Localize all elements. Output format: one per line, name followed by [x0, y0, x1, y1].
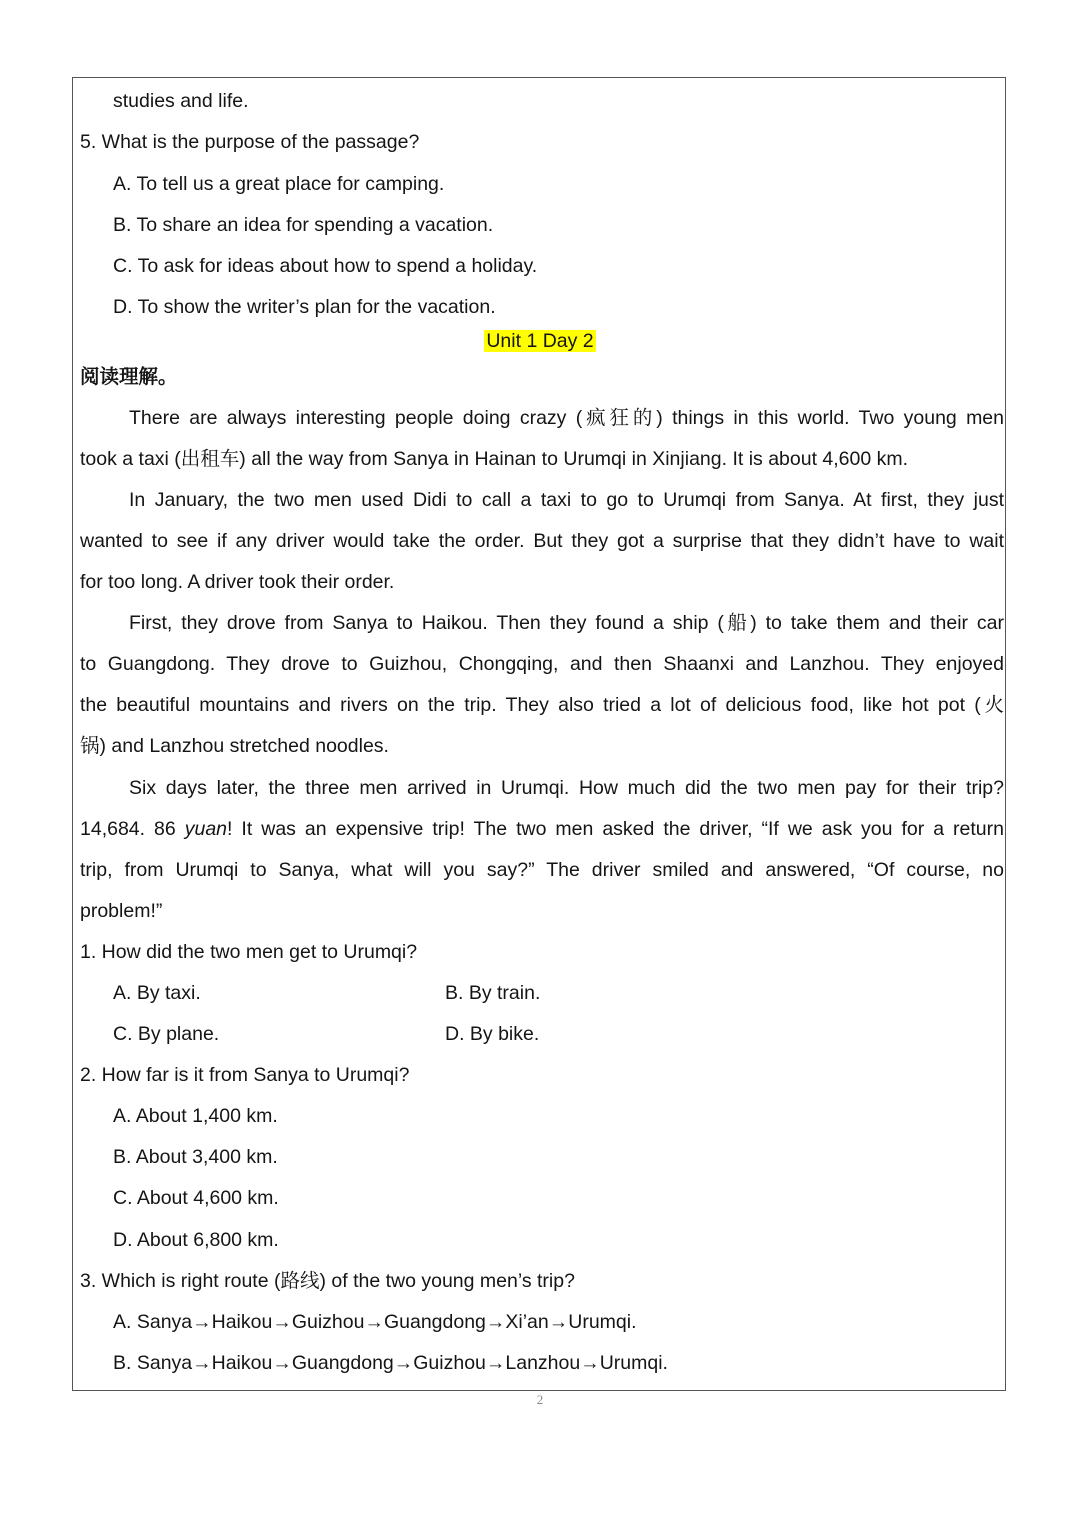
passage-p3-line1: First, they drove from Sanya to Haikou. Then they found a ship (船) to take them and their car [129, 612, 1004, 634]
q2-option-a: A. About 1,400 km. [113, 1105, 278, 1127]
passage-p3-line3: the beautiful mountains and rivers on the trip. They also tried a lot of delicious food, like hot pot (火 [80, 694, 1004, 716]
unit-title [0, 328, 1080, 354]
q1-option-d: D. By bike. [445, 1023, 540, 1045]
continued-text: studies and life. [113, 90, 249, 112]
passage-p4-line2 [80, 816, 1004, 842]
q2-option-d: D. About 6,800 km. [113, 1229, 279, 1251]
page-number: 2 [536, 1392, 544, 1407]
q2-option-c: C. About 4,600 km. [113, 1187, 279, 1209]
q1-option-c: C. By plane. [113, 1023, 220, 1045]
unit-title-highlight: Unit 1 Day 2 [486, 330, 594, 352]
passage-p2-line1: In January, the two men used Didi to call a taxi to go to Urumqi from Sanya. At first, they just [129, 489, 1004, 511]
passage-p4-line2-rest: ! It was an expensive trip! The two men asked the driver, “If we ask you for a return [227, 818, 1004, 840]
section-heading: 阅读理解。 [80, 366, 178, 388]
price-amount: 14,684. 86 [80, 818, 185, 840]
passage-p2-line3: for too long. A driver took their order. [80, 571, 395, 593]
passage-p1-line1: There are always interesting people doing crazy (疯狂的) things in this world. Two young men [129, 407, 1004, 429]
q1-option-a: A. By taxi. [113, 982, 201, 1004]
passage-p3-line4: 锅) and Lanzhou stretched noodles. [80, 735, 389, 757]
q2-option-b: B. About 3,400 km. [113, 1146, 278, 1168]
q5-option-b: B. To share an idea for spending a vacation. [113, 214, 494, 236]
q5-option-d: D. To show the writer’s plan for the vacation. [113, 296, 496, 318]
question-1: 1. How did the two men get to Urumqi? [80, 941, 418, 963]
passage-p1-line2: took a taxi (出租车) all the way from Sanya in Hainan to Urumqi in Xinjiang. It is about 4,600 km. [80, 448, 909, 470]
passage-p4-line1: Six days later, the three men arrived in Urumqi. How much did the two men pay for their trip? [129, 777, 1004, 799]
question-3: 3. Which is right route (路线) of the two young men’s trip? [80, 1270, 575, 1292]
passage-p4-line3: trip, from Urumqi to Sanya, what will you say?” The driver smiled and answered, “Of course, no [80, 859, 1004, 881]
q3-option-b: B. Sanya→Haikou→Guangdong→Guizhou→Lanzhou→Urumqi. [113, 1352, 668, 1374]
question-2: 2. How far is it from Sanya to Urumqi? [80, 1064, 410, 1086]
q3-option-a: A. Sanya→Haikou→Guizhou→Guangdong→Xi’an→Urumqi. [113, 1311, 637, 1333]
passage-p3-line2: to Guangdong. They drove to Guizhou, Chongqing, and then Shaanxi and Lanzhou. They enjoyed [80, 653, 1004, 675]
q5-option-a: A. To tell us a great place for camping. [113, 173, 445, 195]
q1-option-b: B. By train. [445, 982, 541, 1004]
passage-p4-line4: problem!” [80, 900, 163, 922]
currency-yuan: yuan [184, 818, 228, 840]
question-5: 5. What is the purpose of the passage? [80, 131, 420, 153]
q5-option-c: C. To ask for ideas about how to spend a holiday. [113, 255, 538, 277]
passage-p2-line2: wanted to see if any driver would take the order. But they got a surprise that they didn’t have to wait [80, 530, 1004, 552]
